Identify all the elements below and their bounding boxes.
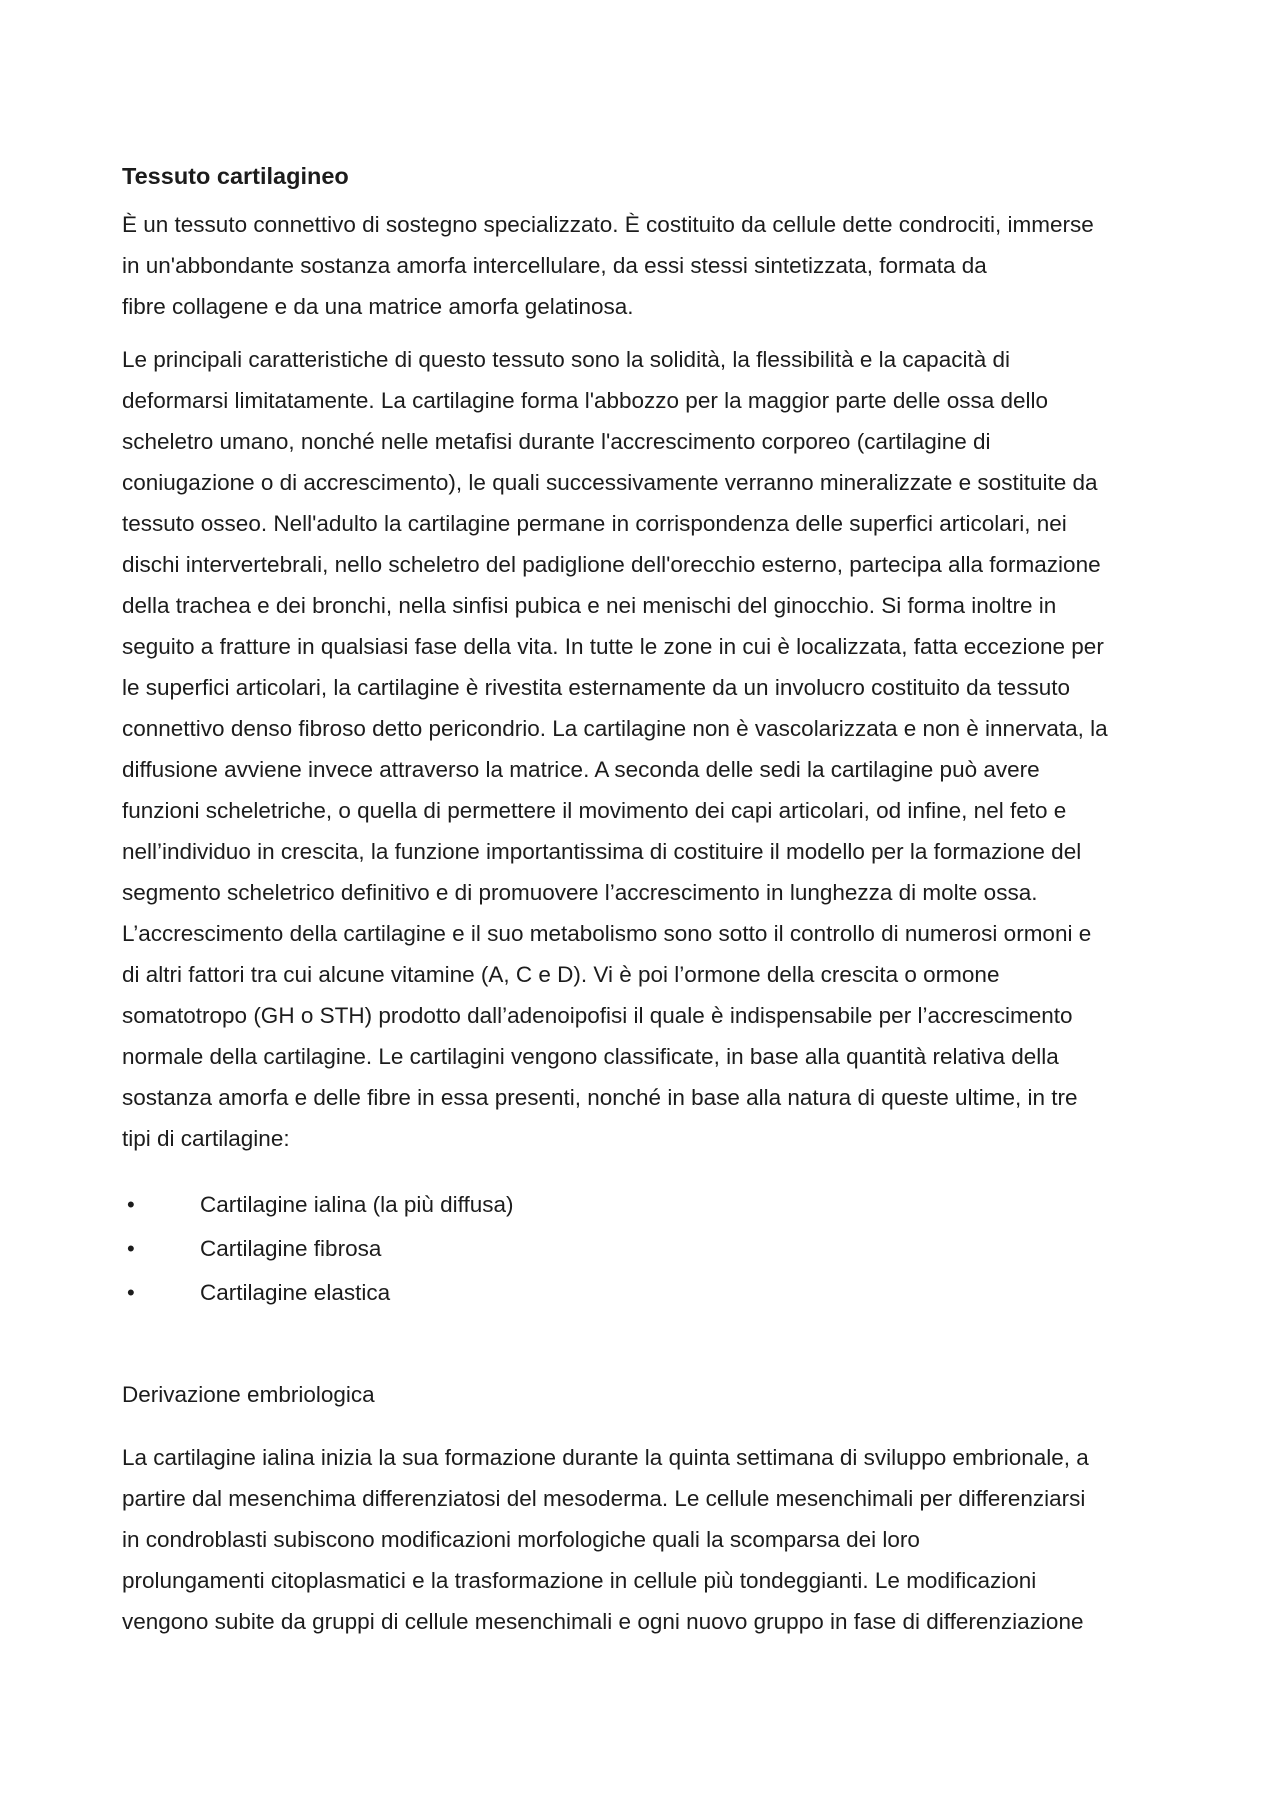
text-line: La cartilagine ialina inizia la sua formazione durante la quinta settimana di sviluppo embrionale, a	[122, 1445, 1089, 1470]
bullet-icon: •	[127, 1280, 135, 1305]
section-heading: Derivazione embriologica	[122, 1382, 375, 1407]
text-line: somatotropo (GH o STH) prodotto dall’adenoipofisi il quale è indispensabile per l’accrescimento	[122, 1003, 1073, 1028]
text-line: tessuto osseo. Nell'adulto la cartilagine permane in corrispondenza delle superfici articolari, nei	[122, 511, 1067, 536]
list-item	[122, 1227, 1172, 1271]
text-line: normale della cartilagine. Le cartilagini vengono classificate, in base alla quantità relativa della	[122, 1044, 1059, 1069]
text-line: Le principali caratteristiche di questo tessuto sono la solidità, la flessibilità e la capacità di	[122, 347, 1010, 372]
text-line: sostanza amorfa e delle fibre in essa presenti, nonché in base alla natura di queste ultime, in tre	[122, 1085, 1078, 1110]
list-item	[122, 1183, 1172, 1227]
text-line: fibre collagene e da una matrice amorfa gelatinosa.	[122, 294, 634, 319]
text-line: È un tessuto connettivo di sostegno specializzato. È costituito da cellule dette condrociti, immerse	[122, 212, 1094, 237]
text-line: dischi intervertebrali, nello scheletro del padiglione dell'orecchio esterno, partecipa alla formazione	[122, 552, 1101, 577]
text-line: diffusione avviene invece attraverso la matrice. A seconda delle sedi la cartilagine può avere	[122, 757, 1040, 782]
text-line: in condroblasti subiscono modificazioni morfologiche quali la scomparsa dei loro	[122, 1527, 920, 1552]
list-item-label: Cartilagine fibrosa	[200, 1236, 382, 1261]
list-item-label: Cartilagine ialina (la più diffusa)	[200, 1192, 514, 1217]
bullet-icon: •	[127, 1192, 135, 1217]
cartilage-types-list	[122, 1183, 1172, 1315]
list-item-label: Cartilagine elastica	[200, 1280, 391, 1305]
embryology-paragraph	[122, 1437, 1172, 1642]
text-line: segmento scheletrico definitivo e di promuovere l’accrescimento in lunghezza di molte ossa.	[122, 880, 1038, 905]
text-line: connettivo denso fibroso detto pericondrio. La cartilagine non è vascolarizzata e non è innervata, la	[122, 716, 1108, 741]
text-line: partire dal mesenchima differenziatosi del mesoderma. Le cellule mesenchimali per differenziarsi	[122, 1486, 1086, 1511]
text-line: tipi di cartilagine:	[122, 1126, 290, 1151]
bullet-icon: •	[127, 1236, 135, 1261]
text-line: prolungamenti citoplasmatici e la trasformazione in cellule più tondeggianti. Le modificazioni	[122, 1568, 1037, 1593]
text-line: di altri fattori tra cui alcune vitamine (A, C e D). Vi è poi l’ormone della crescita o ormone	[122, 962, 1000, 987]
text-line: della trachea e dei bronchi, nella sinfisi pubica e nei menischi del ginocchio. Si forma inoltre in	[122, 593, 1057, 618]
text-line: L’accrescimento della cartilagine e il suo metabolismo sono sotto il controllo di numerosi ormoni e	[122, 921, 1092, 946]
text-line: nell’individuo in crescita, la funzione importantissima di costituire il modello per la formazione del	[122, 839, 1082, 864]
main-paragraph	[122, 339, 1172, 1159]
text-line: le superfici articolari, la cartilagine è rivestita esternamente da un involucro costituito da tessuto	[122, 675, 1070, 700]
list-item	[122, 1271, 1172, 1315]
page-title: Tessuto cartilagineo	[122, 163, 349, 189]
text-line: scheletro umano, nonché nelle metafisi durante l'accrescimento corporeo (cartilagine di	[122, 429, 991, 454]
text-line: vengono subite da gruppi di cellule mesenchimali e ogni nuovo gruppo in fase di differenziazione	[122, 1609, 1084, 1634]
intro-paragraph	[122, 204, 1172, 327]
text-line: seguito a fratture in qualsiasi fase della vita. In tutte le zone in cui è localizzata, fatta eccezione per	[122, 634, 1104, 659]
text-line: in un'abbondante sostanza amorfa intercellulare, da essi stessi sintetizzata, formata da	[122, 253, 987, 278]
text-line: deformarsi limitatamente. La cartilagine forma l'abbozzo per la maggior parte delle ossa dello	[122, 388, 1049, 413]
document-page	[122, 160, 1172, 1654]
text-line: funzioni scheletriche, o quella di permettere il movimento dei capi articolari, od infine, nel feto e	[122, 798, 1067, 823]
text-line: coniugazione o di accrescimento), le quali successivamente verranno mineralizzate e sostituite da	[122, 470, 1098, 495]
